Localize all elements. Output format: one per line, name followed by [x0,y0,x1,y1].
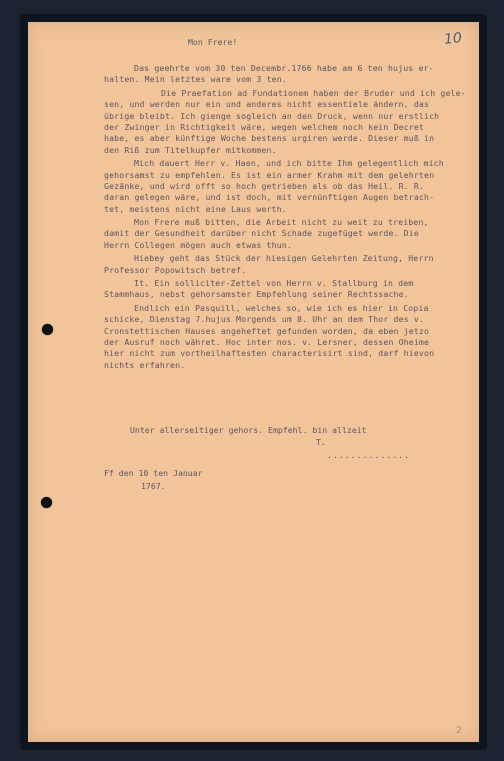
body-line: übrige bleibt. Ich gienge sogleich an den Druck, wenn nur erstlich [104,110,440,121]
body-line: sen, und werden nur ein und anderes nicht essentiele ändern, das [104,99,430,110]
body-line: tet, meistens nicht eine Laus werth. [104,203,287,214]
body-line: Endlich ein Pasquill, welches so, wie ich es hier in Copia [134,302,429,313]
body-line: der Zwinger in Richtigkeit wäre, wegen welchem noch kein Decret [104,121,424,132]
page-mark: 2 [456,726,462,736]
date-line: Ff den 10 ten Januar [104,468,203,478]
body-line: daran gelegen wäre, und ist doch, mit vernünftigen Augen betrach- [104,192,435,203]
body-line: Gezänke, und wird offt so hoch getrieben als ob das Heil. R. R. [104,180,424,191]
body-line: It. Ein solliciter-Zettel von Herrn v. Stallburg in dem [134,278,414,289]
body-line: Mon Frere muß bitten, die Arbeit nicht zu weit zu treiben, [134,217,429,228]
body-line: Mich dauert Herr v. Haen, und ich bitte Ihm gelegentlich mich [134,158,444,169]
body-line: Herrn Collegen mögen auch etwas thun. [104,239,292,250]
body-line: halten. Mein letztes ware vom 3 ten. [104,74,287,85]
body-line: Das geehrte vom 30 ten Decembr.1766 habe am 6 ten hujus er- [134,63,434,73]
date-block [104,467,203,492]
body-line: schicke, Dienstag 7.hujus Morgends um 8. Uhr an dem Thor des v. [104,314,424,325]
closing-initial: T. [316,437,326,447]
signature-dots: .............. [327,450,411,460]
body-line: Stammhaus, nebst gehorsamster Empfehlung seiner Rechtssache. [104,289,409,300]
body-line: damit der Gesundheit darüber nicht Schade zugefüget werde. Die [104,228,419,239]
body-line: nichts erfahren. [104,359,186,370]
date-year: 1767. [141,480,166,491]
body-line: Professor Popowitsch betref. [104,264,247,275]
punch-hole [42,324,53,335]
body-line: habe, es aber künftige Woche bestens urgiren werde. Dieser muß in [104,133,435,144]
punch-hole [41,497,52,508]
closing-formula: Unter allerseitiger gehors. Empfehl. bin allzeit [130,425,367,435]
letter-greeting: Mon Frere! [188,37,238,47]
body-line: Hiebey geht das Stück der hiesigen Gelehrten Zeitung, Herrn [134,253,434,264]
letter-body [104,63,480,371]
body-line: Die Praefation ad Fundationem haben der Bruder und ich gele- [161,87,466,98]
body-line: der Ausruf noch währet. Hoc inter nos. v. Lersner, dessen Oheime [104,336,430,347]
body-line: gehorsamst zu empfehlen. Es ist ein armer Krahm mit dem gelehrten [104,169,435,180]
body-line: Cronstettischen Hauses angeheftet gefunden worden, da eben jetzo [104,325,430,336]
folio-number: 10 [443,30,463,48]
body-line: den Riß zum Titelkupfer mitkommen. [104,144,277,155]
body-line: hier nicht zum vortheilhaftesten characterisirt sind, darf hievon [104,348,435,359]
